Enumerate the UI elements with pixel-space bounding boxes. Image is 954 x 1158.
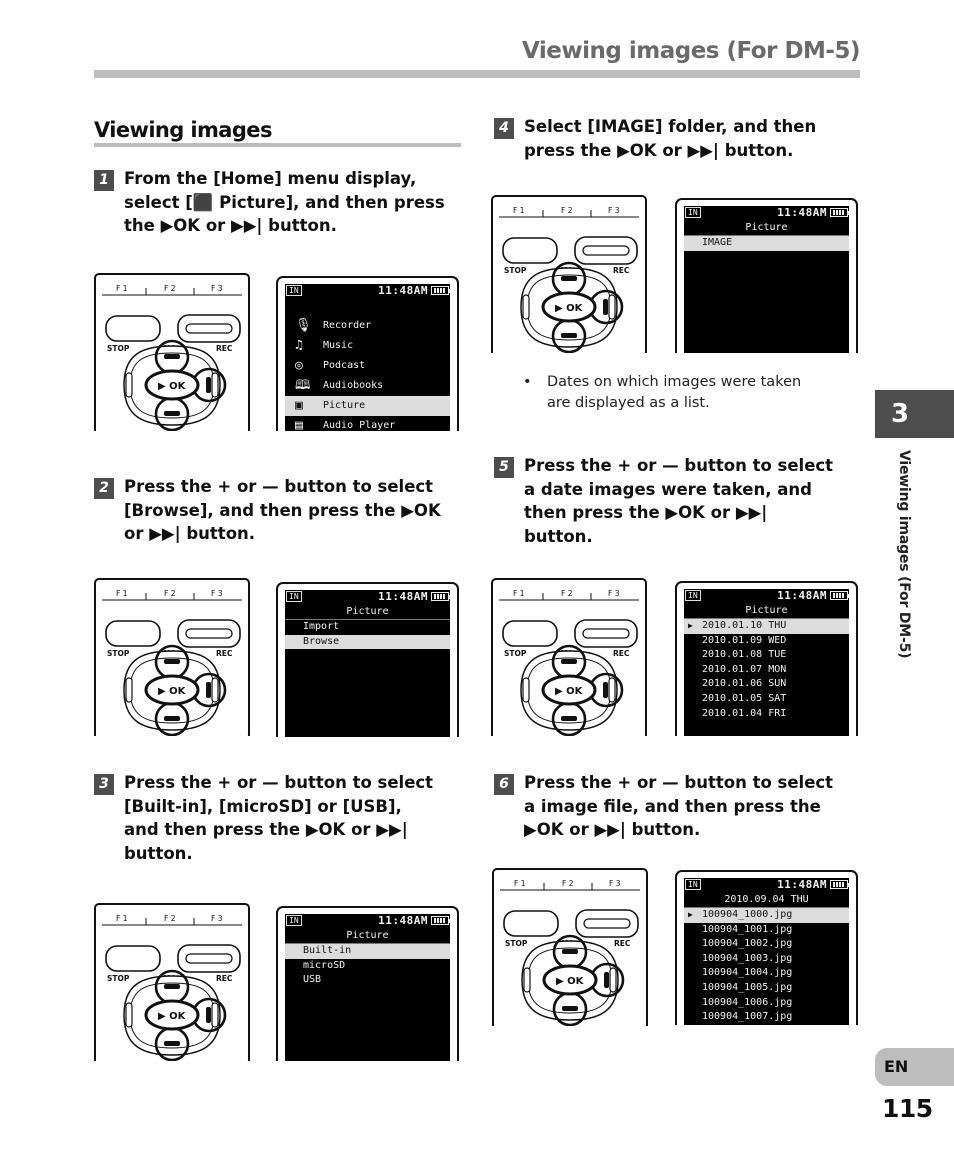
menu-item: USB (303, 974, 322, 986)
menu-list (285, 944, 450, 988)
svg-text:REC: REC (613, 649, 630, 658)
home-menu-list (285, 316, 450, 431)
svg-text:F 3: F 3 (608, 589, 620, 598)
section-title: Viewing images (94, 118, 272, 142)
chapter-tab: 3 (875, 390, 954, 438)
svg-text:F 1: F 1 (514, 879, 526, 888)
menu-item-label: Podcast (323, 360, 366, 371)
svg-text:F 1: F 1 (116, 284, 128, 293)
svg-text:REC: REC (216, 344, 233, 353)
home-menu-item (285, 356, 450, 376)
lcd-screen-browse (276, 582, 459, 737)
battery-icon (431, 286, 449, 295)
svg-text:REC: REC (216, 974, 233, 983)
step-instruction: Press the + or — button to select [Built-in], [microSD] or [USB], and then press the ▶OK or ▶▶| button. (124, 773, 434, 863)
svg-text:F 1: F 1 (513, 589, 525, 598)
screen-display (285, 590, 450, 737)
lcd-screen-home (276, 276, 459, 431)
battery-icon (830, 591, 848, 600)
input-indicator: IN (685, 879, 701, 890)
battery-icon (431, 916, 449, 925)
lcd-screen-folder (675, 198, 858, 353)
home-menu-item (285, 396, 450, 416)
svg-text:F 2: F 2 (562, 879, 574, 888)
svg-text:F 2: F 2 (164, 589, 176, 598)
svg-text:F 3: F 3 (211, 914, 223, 923)
menu-item: 2010.01.05 SAT (702, 692, 787, 704)
menu-item: Built-in (285, 944, 450, 959)
input-indicator: IN (286, 285, 302, 296)
screen-title: Picture (285, 928, 450, 944)
lcd-screen-files (675, 870, 858, 1025)
screen-display (684, 589, 849, 736)
svg-text:STOP: STOP (107, 649, 130, 658)
screen-display (684, 878, 849, 1025)
home-menu-item (285, 316, 450, 336)
menu-list (684, 619, 849, 721)
status-bar (684, 206, 849, 220)
side-chapter-title: Viewing images (For DM-5) (896, 450, 912, 659)
menu-item-label: Audiobooks (323, 380, 384, 391)
screen-title: Picture (684, 603, 849, 619)
home-menu-item (285, 376, 450, 396)
podcast-icon: ◎ (295, 358, 303, 373)
step-number: 1 (94, 170, 114, 191)
menu-item: 2010.01.08 TUE (702, 649, 787, 661)
svg-text:F 3: F 3 (608, 206, 620, 215)
picture-icon: ▣ (295, 398, 303, 413)
screen-display (285, 914, 450, 1061)
svg-text:F 1: F 1 (116, 589, 128, 598)
menu-item: ▶ 100904_1000.jpg (684, 908, 849, 923)
recorder-buttons-illustration (492, 868, 648, 1026)
clock: 11:48AM (378, 284, 428, 297)
home-menu-item (285, 416, 450, 431)
menu-item: Browse (285, 635, 450, 650)
battery-icon (830, 208, 848, 217)
svg-text:F 1: F 1 (513, 206, 525, 215)
language-tab: EN (875, 1048, 954, 1086)
menu-item: 2010.01.06 SUN (702, 678, 787, 690)
menu-item: 100904_1007.jpg (702, 1011, 793, 1023)
status-bar (684, 878, 849, 892)
step-instruction: From the [Home] menu display, select [⬛ Picture], and then press the ▶OK or ▶▶| button. (124, 169, 445, 235)
step-instruction: Select [IMAGE] folder, and then press the ▶OK or ▶▶| button. (524, 117, 817, 160)
status-bar (285, 590, 450, 604)
menu-item: 100904_1001.jpg (702, 923, 793, 935)
menu-list (684, 236, 849, 251)
page-header-title: Viewing images (For DM-5) (522, 38, 860, 64)
lcd-screen-storage (276, 906, 459, 1061)
svg-text:F 3: F 3 (609, 879, 621, 888)
recorder-buttons-illustration (491, 578, 647, 736)
status-bar (684, 589, 849, 603)
menu-item: microSD (303, 959, 346, 971)
svg-text:REC: REC (614, 939, 631, 948)
svg-text:STOP: STOP (504, 266, 527, 275)
svg-text:STOP: STOP (505, 939, 528, 948)
menu-item-label: Recorder (323, 320, 372, 331)
step-number: 6 (494, 774, 514, 795)
clock: 11:48AM (378, 590, 428, 603)
svg-text:▶ OK: ▶ OK (158, 1011, 186, 1022)
clock: 11:48AM (378, 914, 428, 927)
svg-text:STOP: STOP (504, 649, 527, 658)
book-icon: 🕮 (295, 378, 311, 393)
svg-text:▶ OK: ▶ OK (555, 686, 583, 697)
svg-text:F 2: F 2 (164, 284, 176, 293)
svg-text:▶ OK: ▶ OK (555, 303, 583, 314)
menu-item: 100904_1002.jpg (702, 938, 793, 950)
menu-item: 2010.01.07 MON (702, 663, 787, 675)
note-bullet: • Dates on which images were taken are displayed as a list. (523, 374, 802, 411)
header-rule (94, 70, 860, 78)
svg-text:F 2: F 2 (561, 589, 573, 598)
step-instruction: Press the + or — button to select a date images were taken, and then press the ▶OK or ▶▶| button. (524, 456, 834, 546)
menu-item: ▶ 2010.01.10 THU (684, 619, 849, 634)
step-number: 3 (94, 774, 114, 795)
lcd-screen-dates (675, 581, 858, 736)
music-icon: ♫ (295, 338, 303, 353)
menu-item: 100904_1003.jpg (702, 952, 793, 964)
clock: 11:48AM (777, 589, 827, 602)
step-instruction: Press the + or — button to select a image file, and then press the ▶OK or ▶▶| button. (524, 773, 834, 839)
bullet-dot: • (523, 374, 532, 390)
svg-text:REC: REC (216, 649, 233, 658)
screen-display (285, 284, 450, 431)
battery-icon (830, 880, 848, 889)
home-menu-item (285, 336, 450, 356)
menu-item-label: Audio Player (323, 420, 396, 431)
svg-text:REC: REC (613, 266, 630, 275)
step-instruction: Press the + or — button to select [Browse], and then press the ▶OK or ▶▶| button. (124, 477, 441, 543)
menu-item: 2010.01.09 WED (702, 634, 787, 646)
microphone-icon: 🎙 (295, 318, 312, 333)
section-rule (94, 143, 461, 147)
svg-text:F 3: F 3 (211, 284, 223, 293)
screen-display (684, 206, 849, 353)
screen-title: Picture (684, 220, 849, 236)
step-number: 4 (494, 118, 514, 139)
svg-text:▶ OK: ▶ OK (556, 976, 584, 987)
screen-title: Picture (285, 604, 450, 620)
clock: 11:48AM (777, 878, 827, 891)
svg-text:F 3: F 3 (211, 589, 223, 598)
recorder-buttons-illustration (94, 578, 250, 736)
svg-text:▶ OK: ▶ OK (158, 686, 186, 697)
menu-list (285, 620, 450, 649)
svg-text:F 2: F 2 (561, 206, 573, 215)
step-number: 2 (94, 478, 114, 499)
input-indicator: IN (286, 591, 302, 602)
menu-item: 2010.01.04 FRI (702, 707, 787, 719)
menu-item-label: Music (323, 340, 354, 351)
recorder-buttons-illustration (94, 273, 250, 431)
menu-item-label: Picture (323, 400, 366, 411)
battery-icon (431, 592, 449, 601)
more-icon: ▤ (295, 418, 303, 431)
step-number: 5 (494, 457, 514, 478)
menu-list (684, 908, 849, 1025)
screen-title: 2010.09.04 THU (684, 892, 849, 908)
page-number: 115 (882, 1094, 933, 1123)
svg-text:F 1: F 1 (116, 914, 128, 923)
input-indicator: IN (286, 915, 302, 926)
clock: 11:48AM (777, 206, 827, 219)
status-bar (285, 284, 450, 298)
svg-text:▶ OK: ▶ OK (158, 381, 186, 392)
input-indicator: IN (685, 207, 701, 218)
menu-item: Import (303, 621, 340, 632)
svg-text:F 2: F 2 (164, 914, 176, 923)
recorder-buttons-illustration (94, 903, 250, 1061)
menu-item: 100904_1005.jpg (702, 981, 793, 993)
status-bar (285, 914, 450, 928)
recorder-buttons-illustration (491, 195, 647, 353)
menu-item: IMAGE (684, 236, 849, 251)
svg-text:STOP: STOP (107, 974, 130, 983)
menu-item: 100904_1006.jpg (702, 996, 793, 1008)
svg-text:STOP: STOP (107, 344, 130, 353)
input-indicator: IN (685, 590, 701, 601)
menu-item: 100904_1004.jpg (702, 967, 793, 979)
